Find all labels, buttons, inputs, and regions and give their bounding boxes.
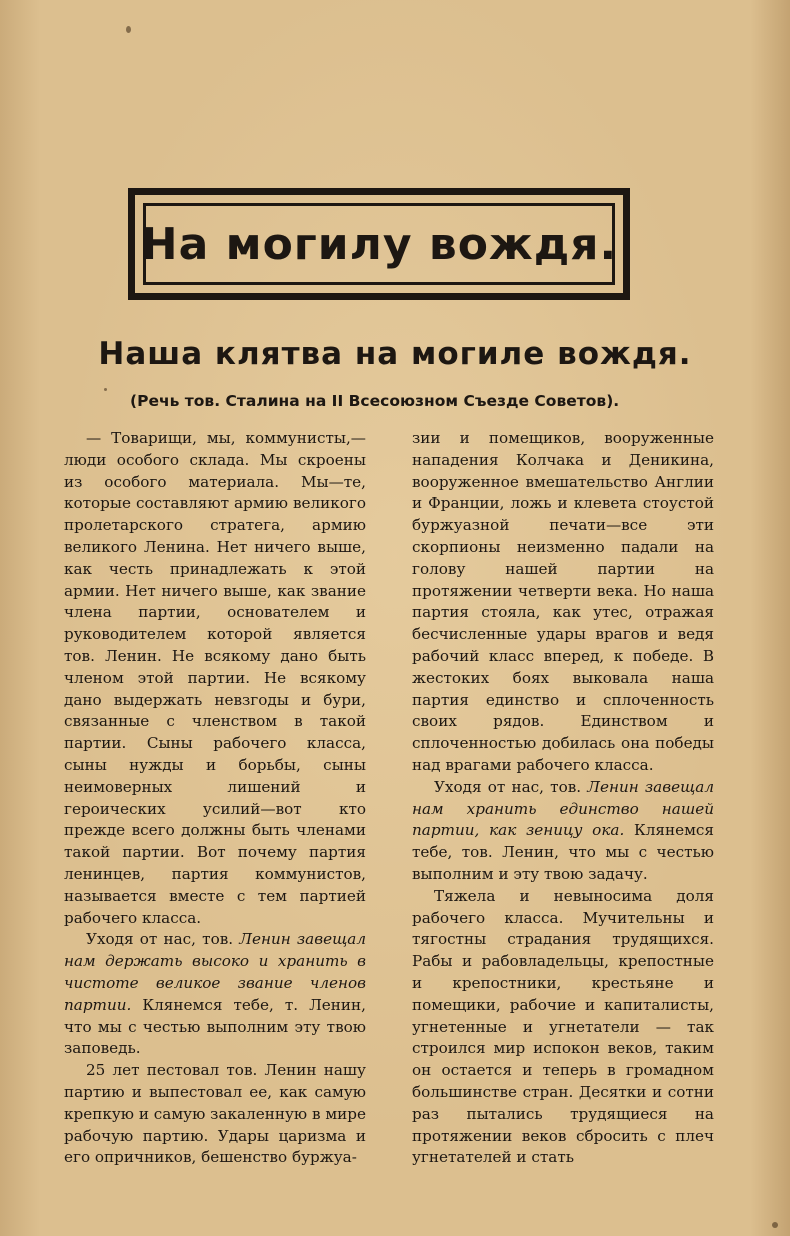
right-column bbox=[412, 428, 714, 1169]
ink-speck bbox=[772, 1222, 778, 1228]
header-frame bbox=[128, 188, 630, 300]
paragraph-tail: Клянемся тебе, тов. Ленин, что мы с честью выполним и эту твою задачу. bbox=[412, 821, 714, 883]
section-title: На могилу вождя. bbox=[140, 218, 618, 270]
italic-quote: Ленин завещал нам хранить единство нашей партии, как зеницу ока. bbox=[412, 777, 714, 840]
header-frame-inner bbox=[140, 203, 618, 285]
italic-quote: Ленин завещал нам держать высоко и хранить в чистоте великое звание членов партии. bbox=[64, 930, 366, 1014]
ink-speck bbox=[126, 26, 131, 33]
paragraph: — Товарищи, мы, коммунисты,— люди особого склада. Мы скроены из особого материала. Мы—те, которые составляют армию великого пролетарского стратега, армию великого Ленина. Нет ничего выше, как честь принадлежать к этой армии. Нет ничего выше, как звание члена партии, основателем и руководителем которой является тов. Ленин. Не всякому дано быть членом этой партии. Не всякому дано выдержать невзгоды и бури, связанные с членством в такой партии. Сыны рабочего класса, сыны нужды и борьбы, сыны неимоверных лишений и героических усилий—вот кто прежде всего должны быть членами такой партии. Вот почему партия ленинцев, партия коммунистов, называется вместе с тем партией рабочего класса. bbox=[64, 429, 366, 927]
paragraph-tail: Клянемся тебе, т. Ленин, что мы с честью выполним эту твою заповедь. bbox=[64, 995, 366, 1058]
paragraph-lead: Уходя от нас, тов. bbox=[434, 777, 588, 796]
paragraph bbox=[64, 929, 366, 1060]
paragraph bbox=[412, 777, 714, 886]
ink-speck bbox=[104, 388, 107, 391]
paragraph-lead: Уходя от нас, тов. bbox=[86, 930, 240, 949]
paragraph: Тяжела и невыносима доля рабочего класса. Мучительны и тягостны страдания трудящихся. Рабы и рабовладельцы, крепостные и крепостники, крестьяне и помещики, рабочие и капиталисты, угнетенные и угнетатели — так строился мир испокон веков, таким он остается и теперь в громадном большинстве стран. Десятки и сотни раз пытались трудящиеся на протяжении веков сбросить с плеч угнетателей и стать bbox=[412, 886, 714, 1167]
paragraph: 25 лет пестовал тов. Ленин нашу партию и выпестовал ее, как самую крепкую и самую закаленную в мире рабочую партию. Удары царизма и его опричников, бешенство буржуа- bbox=[64, 1061, 366, 1167]
left-column bbox=[64, 428, 366, 1169]
paragraph: зии и помещиков, вооруженные нападения Колчака и Деникина, вооруженное вмешательство Англии и Франции, ложь и клевета стоустой буржуазной печати—все эти скорпионы неизменно падали на голову нашей партии на протяжении четверти века. Но наша партия стояла, как утес, отражая бесчисленные удары врагов и ведя рабочий класс вперед, к победе. В жестоких боях выковала наша партия единство и сплоченность своих рядов. Единством и сплоченностью добилась она победы над врагами рабочего класса. bbox=[412, 429, 714, 774]
article-subtitle: (Речь тов. Сталина на II Всесоюзном Съезде Советов). bbox=[130, 392, 620, 410]
article-title: Наша клятва на могиле вождя. bbox=[98, 336, 692, 372]
